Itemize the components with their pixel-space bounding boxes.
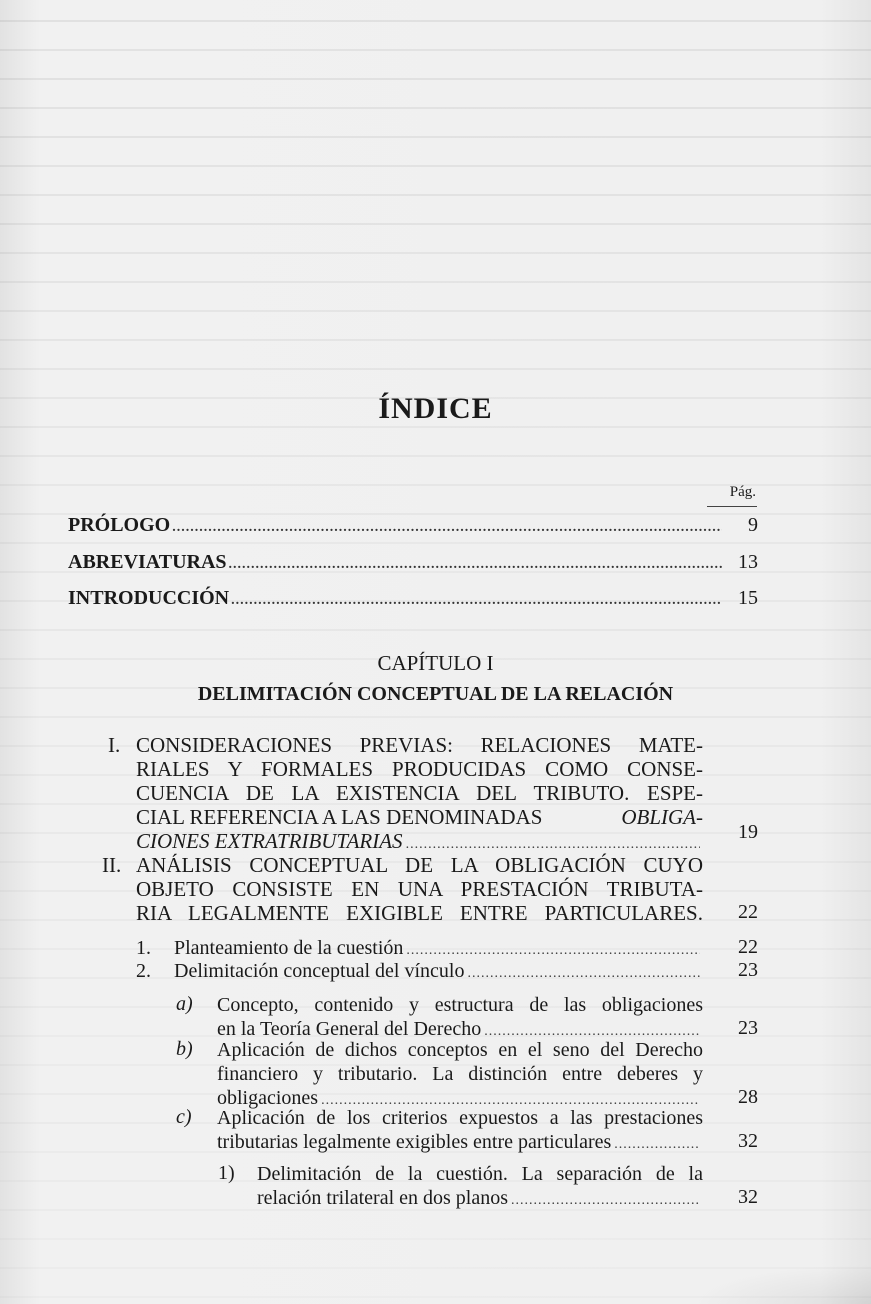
item-text	[217, 1038, 703, 1113]
section-line: RIALES Y FORMALES PRODUCIDAS COMO CONSE-	[136, 757, 703, 781]
toc-entry-page: 15	[738, 587, 758, 609]
toc-entry-page: 9	[748, 514, 758, 536]
page-shadow	[691, 1264, 871, 1304]
toc-entry-page: 13	[738, 551, 758, 573]
section-text	[136, 733, 703, 857]
section-line-text: CIAL REFERENCIA A LAS DENOMINADAS	[136, 805, 543, 829]
leader-dots	[231, 589, 722, 613]
section-text	[136, 853, 703, 925]
chapter-title: DELIMITACIÓN CONCEPTUAL DE LA RELACIÓN	[197, 683, 674, 705]
section-line	[136, 805, 703, 829]
item-last-line: en la Teoría General del Derecho	[217, 1018, 482, 1040]
subsection-number: 2.	[136, 960, 151, 982]
subsection-page: 23	[738, 959, 758, 981]
item-line: financiero y tributario. La distinción entre deberes y	[217, 1063, 703, 1085]
toc-entry-label: ABREVIATURAS	[68, 551, 227, 573]
leader-dots	[229, 553, 722, 577]
item-page: 32	[738, 1130, 758, 1152]
item-last-line: obligaciones	[217, 1087, 319, 1109]
leader-dots	[511, 1189, 700, 1213]
toc-entry-prologo[interactable]	[68, 513, 758, 540]
item-line: Aplicación de dichos conceptos en el seno del Derecho	[217, 1039, 703, 1061]
subsection-page: 22	[738, 936, 758, 958]
section-last-line: CIONES EXTRATRIBUTARIAS	[136, 829, 403, 853]
section-line: CUENCIA DE LA EXISTENCIA DEL TRIBUTO. ESPE-	[136, 781, 703, 805]
item-letter: a)	[176, 993, 193, 1015]
toc-subsection-2[interactable]	[136, 959, 703, 986]
subitem-line: Delimitación de la cuestión. La separación de la	[257, 1163, 703, 1185]
section-line: CONSIDERACIONES PREVIAS: RELACIONES MATE-	[136, 733, 703, 757]
toc-entry-abreviaturas[interactable]	[68, 550, 758, 577]
subsection-number: 1.	[136, 937, 151, 959]
section-page: 22	[738, 901, 758, 923]
subitem-number: 1)	[218, 1162, 235, 1184]
subitem-page: 32	[738, 1186, 758, 1208]
item-letter: b)	[176, 1038, 193, 1060]
section-number: II.	[102, 853, 122, 877]
toc-entry-introduccion[interactable]	[68, 586, 758, 613]
section-line-italic: OBLIGA-	[621, 805, 703, 829]
toc-entry-label: PRÓLOGO	[68, 514, 171, 536]
section-last-line: RIA LEGALMENTE EXIGIBLE ENTRE PARTICULARES.	[136, 901, 703, 925]
chapter-number: CAPÍTULO I	[377, 651, 494, 675]
item-text	[217, 993, 703, 1044]
section-line: ANÁLISIS CONCEPTUAL DE LA OBLIGACIÓN CUYO	[136, 853, 703, 877]
section-line: OBJETO CONSISTE EN UNA PRESTACIÓN TRIBUTA-	[136, 877, 703, 901]
item-line: Aplicación de los criterios expuestos a las prestaciones	[217, 1107, 703, 1129]
toc-entry-label: INTRODUCCIÓN	[68, 587, 230, 609]
section-page: 19	[738, 821, 758, 843]
page-column-header: Pág.	[729, 484, 756, 500]
subsection-label: Planteamiento de la cuestión	[174, 937, 404, 959]
item-text	[217, 1106, 703, 1157]
item-letter: c)	[176, 1106, 192, 1128]
page-column-rule	[707, 506, 757, 507]
item-page: 23	[738, 1017, 758, 1039]
subitem-text	[257, 1162, 703, 1213]
item-page: 28	[738, 1086, 758, 1108]
section-number: I.	[108, 733, 121, 757]
leader-dots	[467, 962, 700, 986]
subsection-label: Delimitación conceptual del vínculo	[174, 960, 465, 982]
subitem-last-line: relación trilateral en dos planos	[257, 1187, 509, 1209]
leader-dots	[614, 1133, 700, 1157]
item-last-line: tributarias legalmente exigibles entre particulares	[217, 1131, 612, 1153]
item-line: Concepto, contenido y estructura de las obligaciones	[217, 994, 703, 1016]
leader-dots	[172, 516, 722, 540]
page-title: ÍNDICE	[378, 392, 493, 425]
